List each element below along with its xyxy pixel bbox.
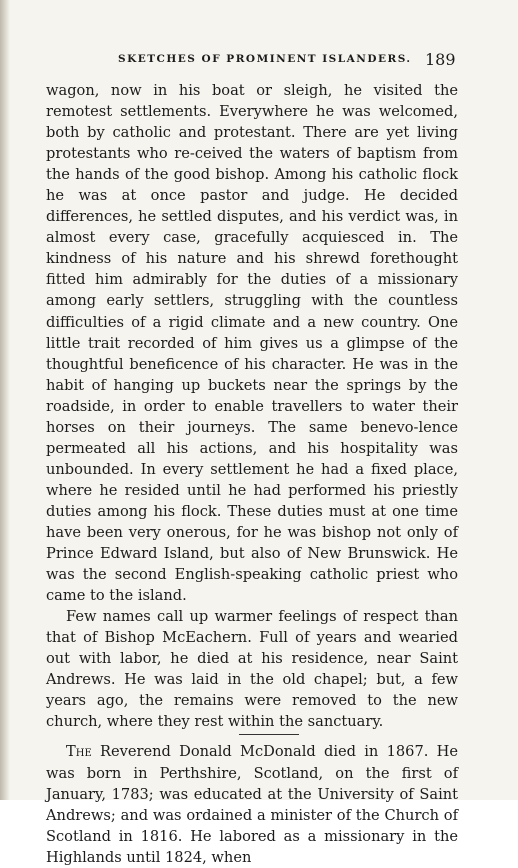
- paragraph-bishop-travels: wagon, now in his boat or sleigh, he visited the remotest settlements. Everywhere he was welcomed, both by catholic and protestant. There are yet living protestants who re-ceived the waters of baptism from the hands of the good bishop. Among his catholic flock he was at once pastor and judge. He decided differences, he settled disputes, and his verdict was, in almost every case, gracefully acquiesced in. The kindness of his nature and his shrewd forethought fitted him admirably for the duties of a missionary among early settlers, struggling with the countless difficulties of a rigid climate and a new country. One little trait recorded of him gives us a glimpse of the thoughtful beneficence of his character. He was in the habit of hanging up buckets near the springs by the roadside, in order to enable travellers to water their horses on their journeys. The same benevo-lence permeated all his actions, and his hospitality was unbounded. In every settlement he had a fixed place, where he resided until he had performed his priestly duties among his flock. These duties must at one time have been very onerous, for he was bishop not only of Prince Edward Island, but also of New Brunswick. He was the second English-speaking catholic priest who came to the island.: [46, 82, 458, 605]
- page-body: [46, 80, 458, 868]
- paragraph-donald-mcdonald: [46, 741, 458, 867]
- page-header: [0, 50, 518, 70]
- paragraph-bishop-death: Few names call up warmer feelings of respect than that of Bishop McEachern. Full of years and wearied out with labor, he died at his residence, near Saint Andrews. He was laid in the old chapel; but, a few years ago, the remains were removed to the new church, where they rest within the sanctuary.: [46, 608, 458, 731]
- page-number: 189: [425, 50, 456, 69]
- paragraph-text: Reverend Donald McDonald died in 1867. He was born in Perthshire, Scotland, on the first of January, 1783; was educated at the University of Saint Andrews; and was ordained a minister of the Church of Scotland in 1816. He labored as a missionary in the Highlands until 1824, when: [46, 743, 458, 866]
- running-head: SKETCHES OF PROMINENT ISLANDERS.: [118, 53, 412, 65]
- section-divider: [239, 734, 299, 735]
- page-gutter-shadow: [0, 0, 10, 800]
- paragraph-lead-word: The: [66, 743, 92, 761]
